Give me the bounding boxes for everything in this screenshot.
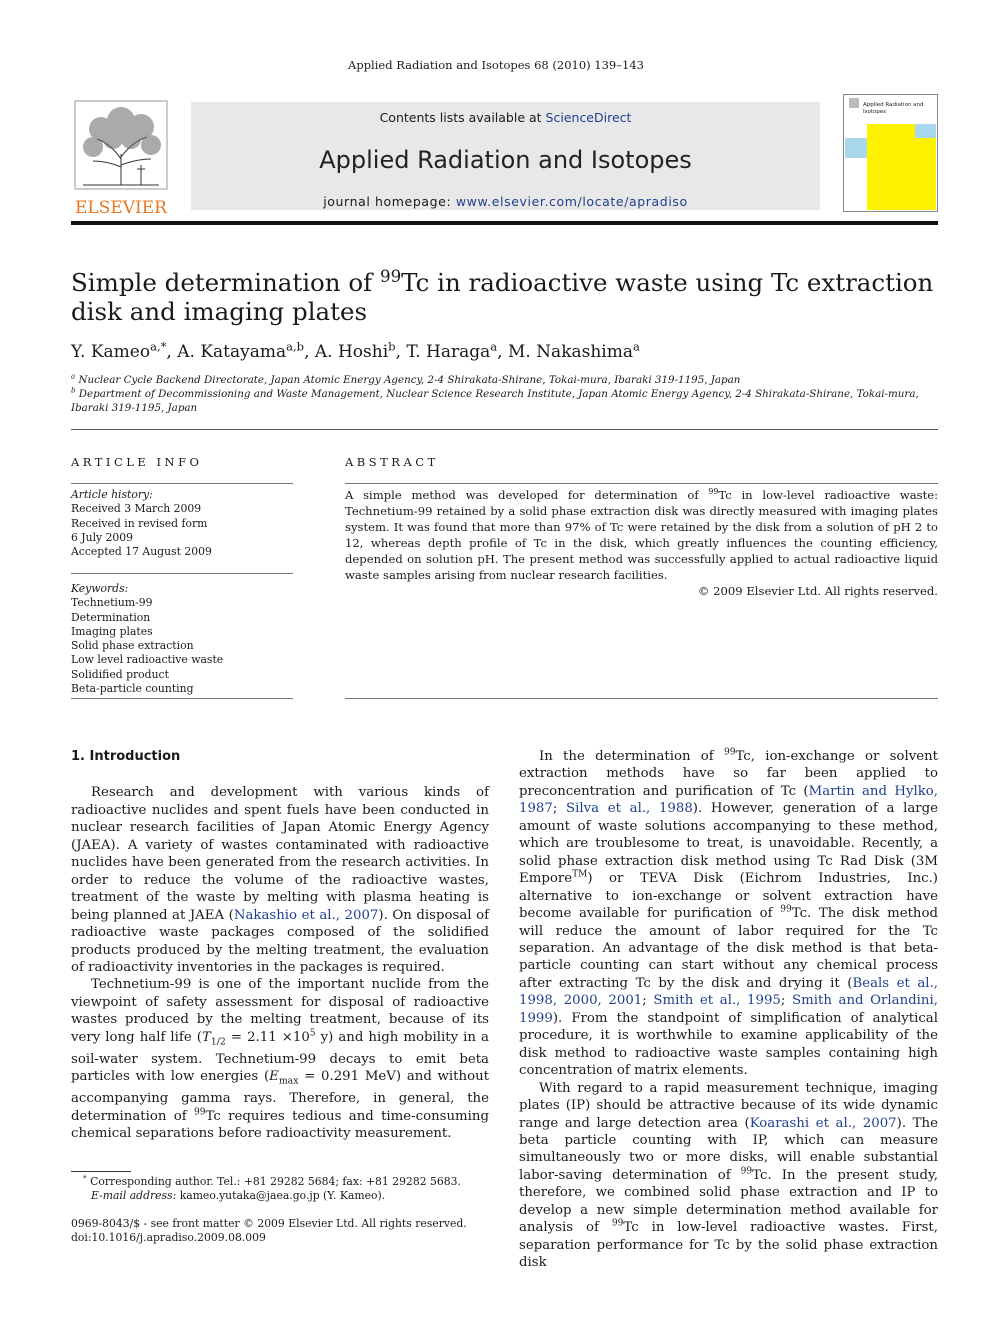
front-matter (71, 1217, 489, 1246)
paragraph: Technetium-99 is one of the important nuclide from the viewpoint of safety assessment for disposal of radioactive wastes produced by the melting treatment, because of its very long half life ($T_{1/2} = 2.11 \times 10^5$ y) and high mobility in a soil-water system. Technetium-99 decays to emit beta particles with low energies ($E_{max} = 0.291$ MeV) and without accompanying gamma rays. Therefore, in general, the determination of $^{99}$Tc requires tedious and time-consuming chemical separations before radioactivity measurement. (71, 977, 489, 1142)
contents-line: Contents lists available at ScienceDirect (379, 110, 632, 125)
journal-masthead (71, 94, 938, 222)
affiliations (71, 373, 938, 415)
history-item: 6 July 2009 (71, 530, 134, 544)
body-column-right (519, 748, 938, 1272)
affiliation-b: $^b$ Department of Decommissioning and Waste Management, Nuclear Science Research Institute, Japan Atomic Energy Agency, 2-4 Shirakata-Shirane, Tokai-mura, Ibaraki 319-1195, Japan (71, 386, 919, 414)
citation-link[interactable]: Nakashio et al., 2007 (233, 907, 379, 923)
author-name[interactable]: T. Haraga (406, 342, 491, 362)
history-item: Accepted 17 August 2009 (71, 545, 212, 559)
paragraph: With regard to a rapid measurement technique, imaging plates (IP) should be attractive because of its wide dynamic range and large detection area (Koarashi et al., 2007). The beta particle counting with IP, which can measure simultaneously two or more disks, will enable substantial labor-saving determination of $^{99}$Tc. In the present study, therefore, we combined solid phase extraction and IP to develop a new simple determination method available for analysis of $^{99}$Tc in low-level radioactive wastes. First, separation performance for Tc by the solid phase extraction disk (519, 1080, 939, 1271)
elsevier-tree-icon (71, 99, 171, 217)
paragraph: In the determination of $^{99}$Tc, ion-exchange or solvent extraction methods have so far been applied to preconcentration and purification of Tc (Martin and Hylko, 1987; Silva et al., 1988). However, generation of a large amount of waste solutions accompanying to these method, which are troublesome to treat, is unavoidable. Recently, a solid phase extraction disk method using Tc Rad Disk (3M Empore™) or TEVA Disk (Eichrom Industries, Inc.) alternative to ion-exchange or solvent extraction have become available for purification of $^{99}$Tc. The disk method will reduce the amount of labor required for the Tc separation. An advantage of the disk method is that beta-particle counting can start without any chemical process after extracting Tc by the disk and drying it (Beals et al., 1998, 2000, 2001; Smith et al., 1995; Smith and Orlandini, 1999). From the standpoint of simplification of analytical procedure, it is worthwhile to examine applicability of the disk method to radioactive waste samples containing high concentration of matrix elements. (519, 747, 939, 1079)
elsevier-logo[interactable] (71, 99, 171, 217)
journal-banner (191, 102, 820, 210)
history-item: Received in revised form (71, 516, 208, 530)
divider (71, 429, 938, 430)
journal-cover-thumbnail[interactable] (843, 94, 938, 212)
issn-line: 0969-8043/$ - see front matter © 2009 Elsevier Ltd. All rights reserved. (71, 1217, 467, 1230)
journal-cover-image (843, 94, 938, 212)
citation-link[interactable]: Martin and Hylko, 1987 (519, 783, 938, 817)
paragraph: Research and development with various kinds of radioactive nuclides and spent fuels have been conducted in nuclear research facilities of Japan Atomic Energy Agency (JAEA). A variety of wastes contaminated with radioactive nuclides have been generated from the research activities. In order to reduce the volume of the radioactive wastes, treatment of the waste by melting with plasma heating is being planned at JAEA (Nakashio et al., 2007). On disposal of radioactive waste packages composed of the solidified products produced by the melting treatment, the evaluation of radioactivity inventories in the packages is required. (71, 785, 489, 975)
abstract-text: A simple method was developed for determination of $^{99}$Tc in low-level radioactive waste: Technetium-99 retained by a solid phase extraction disk was directly measured with imaging plates system. It was found that more than 97% of Tc were retained by the disk from a solution of pH 2 to 12, whereas depth profile of Tc in the disk, which greatly influences the counting efficiency, depended on solution pH. The present method was successfully applied to actual radioactive liquid waste samples arising from nuclear research facilities. (345, 487, 938, 583)
author-name[interactable]: A. Katayama (177, 342, 287, 362)
history-label: Article history: (71, 488, 153, 501)
svg-text:Applied Radiation and: Applied Radiation and (863, 102, 924, 108)
keyword-item: Technetium-99 (71, 596, 153, 610)
article-info-heading: ARTICLE INFO (71, 455, 203, 469)
keyword-item: Solidified product (71, 667, 169, 681)
author-name[interactable]: A. Hoshi (314, 342, 389, 362)
email-link[interactable]: kameo.yutaka@jaea.go.jp (Y. Kameo). (179, 1189, 386, 1203)
citation-link[interactable]: Smith and Orlandini, 1999 (519, 993, 938, 1026)
sciencedirect-link[interactable]: ScienceDirect (545, 110, 632, 125)
body-column-left (71, 748, 489, 1143)
divider (71, 573, 293, 574)
keyword-item: Beta-particle counting (71, 682, 194, 696)
keywords-label: Keywords: (71, 582, 129, 595)
author-list: Y. Kameo$^{a,*}$, A. Katayama$^{a,b}$, A. Hoshi$^b$, T. Haraga$^a$, M. Nakashima$^a$ (71, 339, 640, 362)
citation-link[interactable]: Koarashi et al., 2007 (749, 1115, 897, 1131)
article-title: Simple determination of $^{99}$Tc in radioactive waste using Tc extraction disk and imaging plates (71, 266, 934, 326)
history-item: Received 3 March 2009 (71, 502, 202, 516)
keyword-item: Solid phase extraction (71, 639, 194, 653)
section-heading: 1. Introduction (71, 749, 181, 764)
svg-text:ELSEVIER: ELSEVIER (75, 198, 167, 217)
journal-citation: Applied Radiation and Isotopes 68 (2010) 139–143 (348, 58, 644, 72)
homepage-line: journal homepage: www.elsevier.com/locate/apradiso (323, 194, 688, 209)
divider (71, 483, 293, 484)
keyword-item: Imaging plates (71, 624, 153, 638)
divider (71, 698, 293, 699)
keyword-item: Determination (71, 610, 151, 624)
affiliation-a: $^a$ Nuclear Cycle Backend Directorate, Japan Atomic Energy Agency, 2-4 Shirakata-Shirane, Tokai-mura, Ibaraki 319-1195, Japan (71, 372, 741, 386)
divider (345, 483, 938, 484)
corresponding-author-footnote: * Corresponding author. Tel.: +81 29282 5684; fax: +81 29282 5683. E-mail address: kameo.yutaka@jaea.go.jp (Y. Kameo). (83, 1173, 461, 1203)
keyword-item: Low level radioactive waste (71, 653, 224, 667)
masthead-rule (71, 221, 938, 225)
author-name[interactable]: Y. Kameo (71, 342, 151, 362)
journal-title: Applied Radiation and Isotopes (319, 146, 692, 174)
footnote-rule (71, 1171, 131, 1172)
abstract-heading: ABSTRACT (345, 455, 439, 469)
citation-link[interactable]: Beals et al., 1998, 2000, 2001 (519, 975, 939, 1009)
author-name[interactable]: M. Nakashima (507, 342, 633, 362)
citation-link[interactable]: Silva et al., 1988 (566, 801, 693, 817)
citation-link[interactable]: Smith et al., 1995 (653, 993, 781, 1009)
journal-homepage-link[interactable]: www.elsevier.com/locate/apradiso (455, 194, 688, 209)
abstract-copyright: © 2009 Elsevier Ltd. All rights reserved. (697, 584, 938, 598)
article-history (71, 488, 293, 559)
doi-link[interactable]: doi:10.1016/j.apradiso.2009.08.009 (71, 1231, 266, 1245)
svg-text:Isotopes: Isotopes (863, 109, 887, 115)
keywords (71, 582, 293, 696)
divider (345, 698, 938, 699)
